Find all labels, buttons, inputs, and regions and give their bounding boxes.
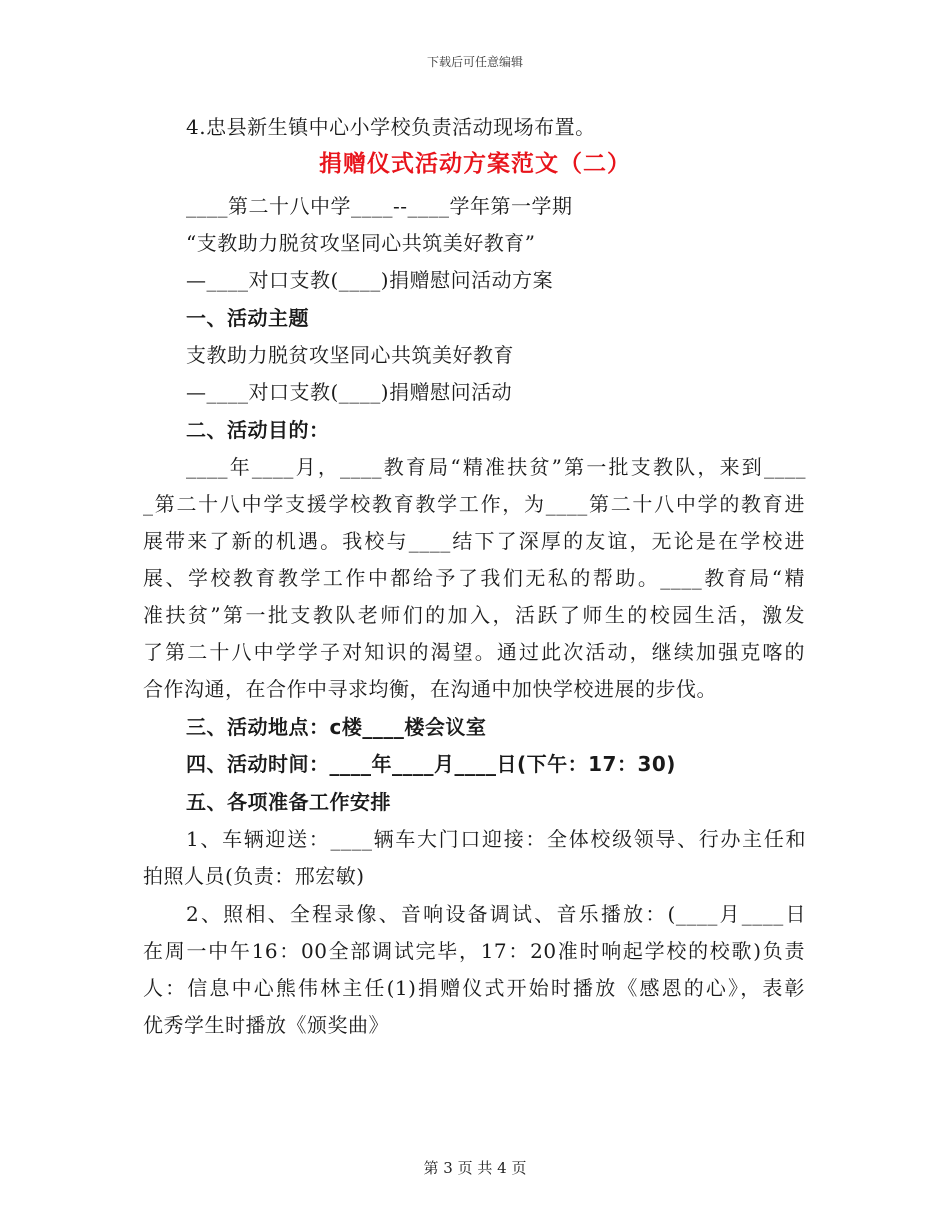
doc-line-purpose-4: 展、学校教育教学工作中都给予了我们无私的帮助。____教育局“精 [143, 566, 805, 590]
doc-line-av-2: 在周一中午16：00全部调试完毕，17：20准时响起学校的校歌)负责 [143, 939, 805, 963]
doc-line-purpose-7: 合作沟通，在合作中寻求均衡，在沟通中加快学校进展的步伐。 [143, 677, 717, 701]
doc-line-school-term: ____第二十八中学____--____学年第一学期 [186, 194, 573, 218]
doc-line-purpose-2: _第二十八中学支援学校教育教学工作，为____第二十八中学的教育进 [143, 492, 805, 516]
section-heading-preparation: 五、各项准备工作安排 [186, 790, 391, 814]
doc-line-av-1: 2、照相、全程录像、音响设备调试、音乐播放：(____月____日 [186, 902, 806, 926]
doc-line-av-3: 人：信息中心熊伟林主任(1)捐赠仪式开始时播放《感恩的心》，表彰 [143, 976, 805, 1000]
page-footer: 第 3 页 共 4 页 [423, 1159, 527, 1177]
doc-line-theme-2: —____对口支教(____)捐赠慰问活动 [186, 380, 513, 404]
doc-line-theme-1: 支教助力脱贫攻坚同心共筑美好教育 [186, 343, 514, 367]
doc-title: 捐赠仪式活动方案范文（二） [319, 151, 631, 177]
doc-line-vehicle-2: 拍照人员(负责：邢宏敏) [143, 864, 365, 888]
doc-line-purpose-6: 了第二十八中学学子对知识的渴望。通过此次活动，继续加强克喀的 [143, 640, 805, 664]
section-heading-time: 四、活动时间：____年____月____日(下午：17：30) [186, 752, 676, 776]
doc-line-item4: 4.忠县新生镇中心小学校负责活动现场布置。 [186, 115, 596, 139]
section-heading-purpose: 二、活动目的： [186, 418, 330, 442]
doc-line-purpose-3: 展带来了新的机遇。我校与____结下了深厚的友谊，无论是在学校进 [143, 529, 805, 553]
doc-line-plan-name: —____对口支教(____)捐赠慰问活动方案 [186, 268, 554, 292]
doc-line-purpose-5: 准扶贫”第一批支教队老师们的加入，活跃了师生的校园生活，激发 [143, 603, 805, 627]
doc-line-av-4: 优秀学生时播放《颁奖曲》 [143, 1013, 389, 1037]
doc-line-vehicle-1: 1、车辆迎送：____辆车大门口迎接：全体校级领导、行办主任和 [186, 827, 806, 851]
header-note: 下载后可任意编辑 [426, 55, 523, 69]
section-heading-location: 三、活动地点：c楼____楼会议室 [186, 715, 487, 739]
section-heading-theme: 一、活动主题 [186, 306, 309, 330]
doc-line-slogan: “支教助力脱贫攻坚同心共筑美好教育” [186, 231, 536, 255]
doc-line-purpose-1: ____年____月，____教育局“精准扶贫”第一批支教队，来到____ [186, 455, 806, 479]
